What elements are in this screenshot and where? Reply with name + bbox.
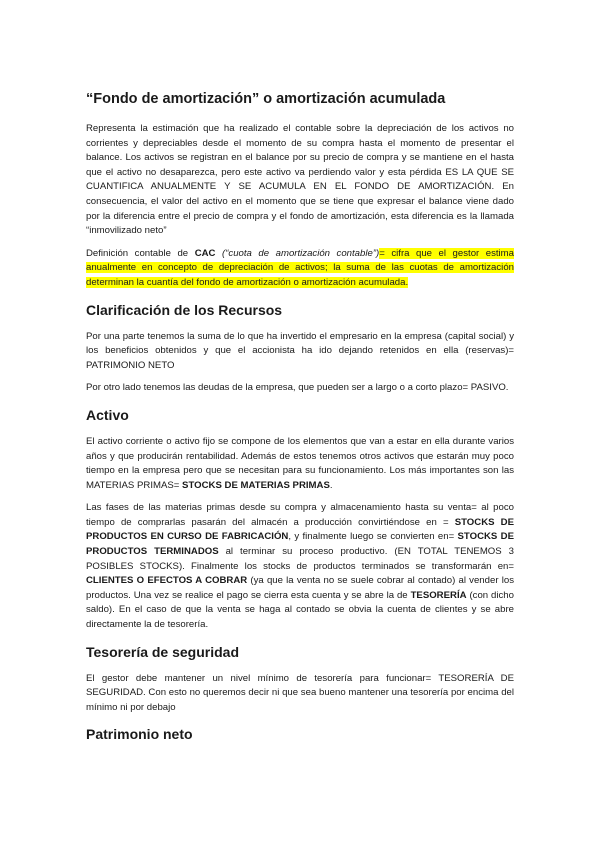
activo-bold-stocks: STOCKS DE MATERIAS PRIMAS	[182, 479, 330, 491]
cac-expansion: (“cuota de amortización contable”)	[222, 247, 380, 259]
fases-bold-2: STOCKS DE PRODUCTOS TERMINADOS	[86, 531, 514, 558]
paragraph-fondo-amortizacion: Representa la estimación que ha realizado el contable sobre la depreciación de los activos no corrientes y depreciables desde el momento de su compra hasta el momento de presentar el balance. Los activos se registran en el balance por su precio de compra y se mantiene en el hasta que el activo no desaparezca, pero este activo va perdiendo valor y esta pérdida ES LA QUE SE CUANTIFICA ANUALMENTE Y SE ACUMULA EN EL FONDO DE AMORTIZACIÓN. En consecuencia, el valor del activo en el momento que se tiene que expresar el balance viene dado por la diferencia entre el precio de compra y el fondo de amortización, esta diferencia es la llamada “inmovilizado neto”	[86, 123, 514, 237]
cac-term: CAC	[194, 247, 216, 259]
heading-tesoreria-seguridad: Tesorería de seguridad	[86, 643, 240, 660]
cac-prefix: Definición contable de	[86, 247, 195, 259]
fases-text-4: (ya que la venta no se suele cobrar al contado) al vender los productos. Una vez se realice el pago se cierra esta cuenta y se abre la de	[86, 575, 514, 601]
section-title-fondo-amortizacion: “Fondo de amortización” o amortización acumulada	[86, 91, 446, 107]
heading-clarificacion-recursos: Clarificación de los Recursos	[86, 301, 283, 318]
paragraph-definicion-cac	[86, 247, 514, 291]
fases-text-1: Las fases de las materias primas desde su compra y almacenamiento hasta su venta= al poco tiempo de comprarlas pasarán del almacén a producción convirtiéndose en =	[86, 502, 514, 528]
fases-bold-4: TESORERÍA	[410, 589, 467, 601]
paragraph-patrimonio-neto: Por una parte tenemos la suma de lo que ha invertido el empresario en la empresa (capital social) y los beneficios obtenidos y que el accionista ha ido dejando retenidos en ella (reservas)= PATRIMONIO NETO	[86, 330, 514, 371]
paragraph-activo	[86, 435, 514, 493]
fases-text-2: , y finalmente luego se convierten en=	[288, 531, 458, 543]
heading-activo: Activo	[86, 406, 129, 423]
fases-text-5: (con dicho saldo). En el caso de que la venta se haga al contado se obvia la cuenta de clientes y se abre directamente la de tesorería.	[86, 589, 514, 631]
heading-patrimonio-neto: Patrimonio neto	[86, 726, 193, 743]
paragraph-tesoreria: El gestor debe mantener un nivel mínimo de tesorería para funcionar= TESORERÍA DE SEGURIDAD. Con esto no queremos decir ni que sea bueno mantener una tesorería por encima del mínimo ni por debajo	[86, 672, 514, 713]
paragraph-pasivo: Por otro lado tenemos las deudas de la empresa, que pueden ser a largo o a corto plazo= PASIVO.	[86, 382, 509, 394]
fases-text-3: al terminar su proceso productivo. (EN TOTAL TENEMOS 3 POSIBLES STOCKS). Finalmente los stocks de productos terminados se transformarán en=	[86, 546, 514, 572]
cac-highlight: = cifra que el gestor estima anualmente en concepto de depreciación de activos; la suma de las cuotas de amortización determinan la cuantía del fondo de amortización o amortización acumulada.	[86, 247, 515, 288]
paragraph-fases-materias	[86, 501, 514, 632]
activo-end: .	[329, 479, 333, 491]
activo-text: El activo corriente o activo fijo se compone de los elementos que van a estar en ella durante varios años y que producirán rentabilidad. Además de estos tenemos otros activos que estarán muy poco tiempo en la empresa pero que se necesitan para su funcionamiento. Los más importantes son las MATERIAS PRIMAS=	[86, 435, 514, 491]
fases-bold-1: STOCKS DE PRODUCTOS EN CURSO DE FABRICACIÓN	[86, 516, 514, 543]
fases-bold-3: CLIENTES O EFECTOS A COBRAR	[86, 575, 248, 587]
